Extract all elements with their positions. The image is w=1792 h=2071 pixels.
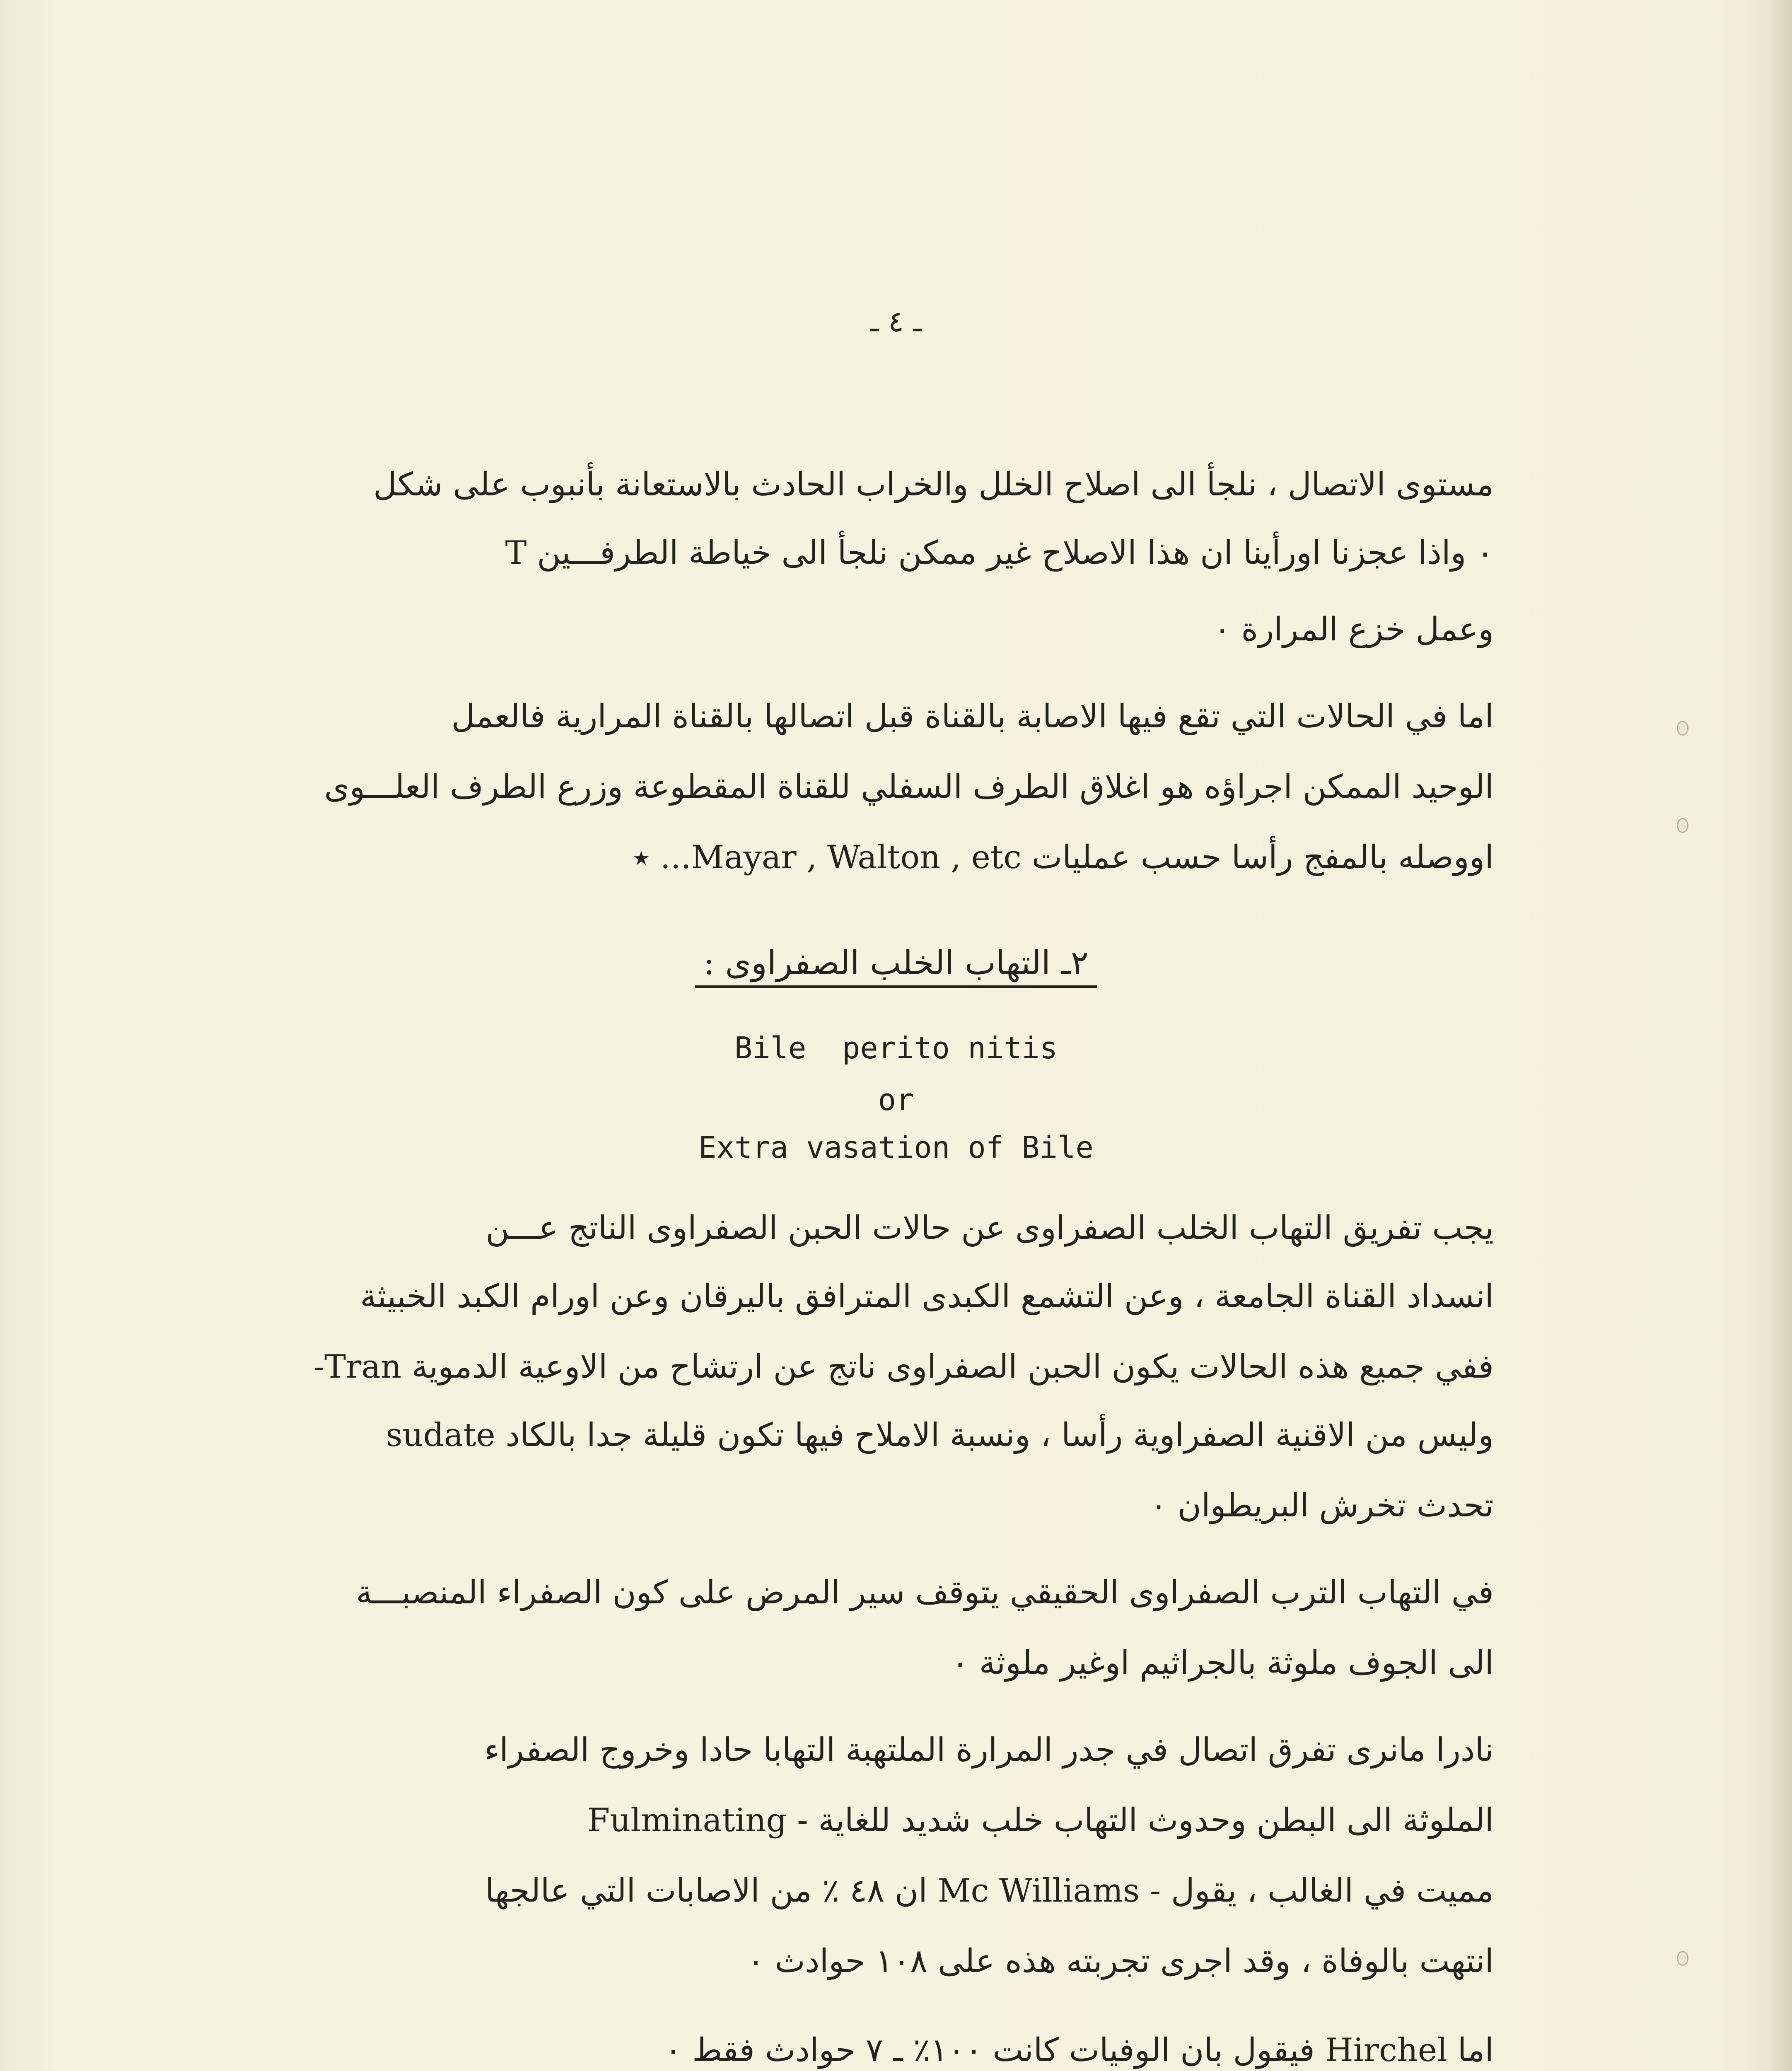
text-line: في التهاب الترب الصفراوى الحقيقي يتوقف سير المرض على كون الصفراء المنصبـــة [356, 1574, 1494, 1611]
text-line: الى الجوف ملوثة بالجراثيم اوغير ملوثة ٠ [951, 1644, 1494, 1682]
text-line: الوحيد الممكن اجراؤه هو اغلاق الطرف السفلي للقناة المقطوعة وزرع الطرف العلـــوى [324, 768, 1494, 806]
text-line: انسداد القناة الجامعة ، وعن التشمع الكبدى المترافق باليرقان وعن اورام الكبد الخبيثة [360, 1278, 1494, 1315]
text-line: مستوى الاتصال ، نلجأ الى اصلاح الخلل والخراب الحادث بالاستعانة بأنبوب على شكل [373, 466, 1494, 503]
text-line: وعمل خزع المرارة ٠ [1213, 611, 1494, 648]
punch-hole-mark [1677, 1951, 1688, 1966]
text-line: اووصله بالمفج رأسا حسب عمليات Mayar , Walton , etc... ٭ [632, 839, 1494, 876]
text-line: انتهت بالوفاة ، وقد اجرى تجربته هذه على ١٠٨ حوادث ٠ [747, 1943, 1494, 1980]
text-line: ففي جميع هذه الحالات يكون الحبن الصفراوى ناتج عن ارتشاح من الاوعية الدموية Tran- [313, 1348, 1494, 1385]
text-line: يجب تفريق التهاب الخلب الصفراوى عن حالات الحبن الصفراوى الناتج عـــن [485, 1209, 1494, 1247]
english-title-line: Bile perito nitis [734, 1031, 1058, 1065]
text-line: الملوثة الى البطن وحدوث التهاب خلب شديد للغاية - Fulminating [587, 1802, 1494, 1839]
punch-hole-mark [1677, 721, 1688, 736]
page-number: ـ ٤ ـ [870, 304, 922, 338]
section-heading-text: ٢ـ التهاب الخلب الصفراوى : [695, 944, 1097, 988]
text-line: نادرا مانرى تفرق اتصال في جدر المرارة الملتهبة التهابا حادا وخروج الصفراء [484, 1731, 1494, 1769]
text-line: تحدث تخرش البريطوان ٠ [1150, 1487, 1494, 1524]
english-title-line: or [878, 1082, 914, 1117]
section-heading [0, 940, 1792, 986]
text-line: T ٠ واذا عجزنا اورأينا ان هذا الاصلاح غير ممكن نلجأ الى خياطة الطرفـــين [505, 534, 1494, 572]
english-title-line: Extra vasation of Bile [698, 1130, 1094, 1165]
text-line: اما Hirchel فيقول بان الوفيات كانت ١٠٠٪ ـ ٧ حوادث فقط ٠ [664, 2032, 1494, 2069]
text-line: اما في الحالات التي تقع فيها الاصابة بالقناة قبل اتصالها بالقناة المرارية فالعمل [451, 698, 1494, 735]
text-line: sudate وليس من الاقنية الصفراوية رأسا ، ونسبة الاملاح فيها تكون قليلة جدا بالكاد [386, 1417, 1494, 1454]
text-line: مميت في الغالب ، يقول - Mc Williams ان ٤٨ ٪ من الاصابات التي عالجها [485, 1872, 1494, 1909]
punch-hole-mark [1677, 818, 1688, 833]
